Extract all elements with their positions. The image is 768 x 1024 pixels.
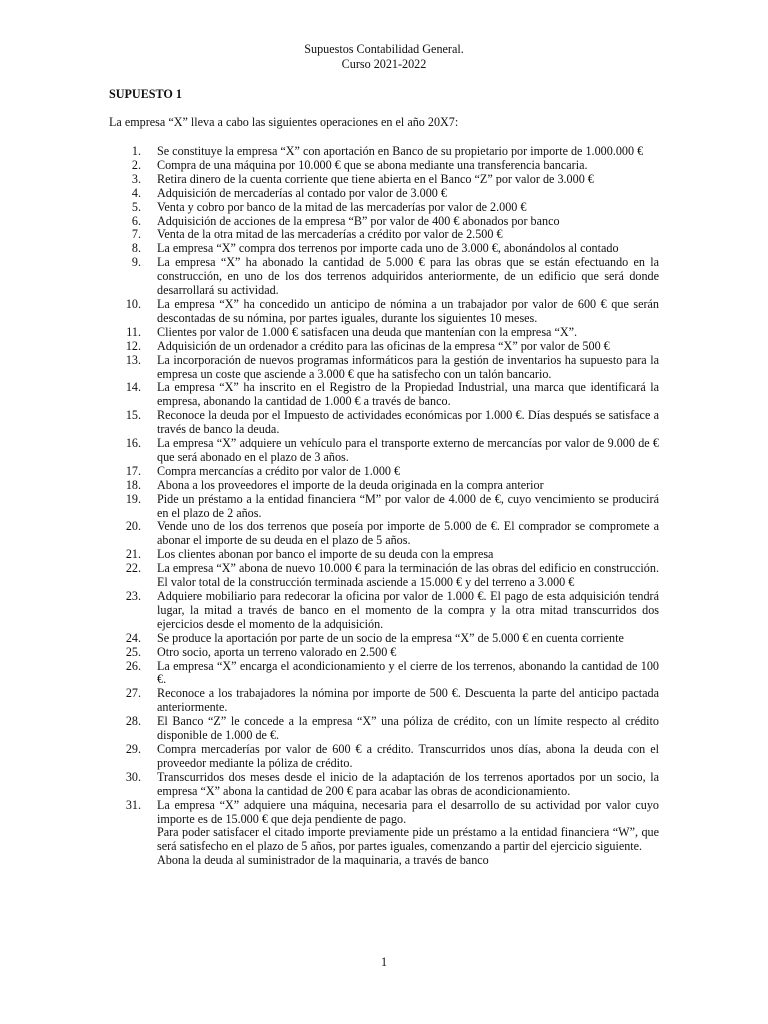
operation-text: La incorporación de nuevos programas informáticos para la gestión de inventarios ha supuesto para la empresa un coste que asciende a 3.000 € que ha satisfecho con un talón bancario.: [157, 352, 659, 381]
operation-item: [131, 213, 659, 229]
operation-number: 10.: [125, 296, 141, 311]
operation-number: 12.: [125, 338, 141, 353]
operation-text: El Banco “Z” le concede a la empresa “X” una póliza de crédito, con un límite respecto al crédito disponible de 1.000 de €.: [157, 714, 659, 743]
operation-continuation-text: Abona la deuda al suministrador de la maquinaria, a través de banco: [157, 853, 489, 868]
operation-number: 9.: [131, 255, 141, 270]
operation-number: 26.: [125, 658, 141, 673]
operation-number: 24.: [125, 630, 141, 645]
operation-item: [131, 255, 659, 298]
operation-item: [125, 408, 659, 437]
operation-text: Se constituye la empresa “X” con aportación en Banco de su propietario por importe de 1.000.000 €: [157, 144, 644, 158]
operation-number: 17.: [125, 463, 141, 478]
operation-number: 21.: [125, 547, 141, 562]
section-title: SUPUESTO 1: [109, 87, 182, 101]
operation-number: 7.: [131, 227, 141, 242]
operation-item: [125, 352, 659, 382]
operation-text: La empresa “X” adquiere un vehículo para el transporte externo de mercancías por valor de 9.000 de € que será abonado en el plazo de 3 años.: [157, 436, 659, 464]
operation-item: [125, 686, 659, 715]
operation-number: 1.: [131, 144, 141, 158]
operation-text: Adquisición de un ordenador a crédito para las oficinas de la empresa “X” por valor de 500 €: [157, 338, 610, 353]
operation-text: Adquisición de acciones de la empresa “B” por valor de 400 € abonados por banco: [157, 213, 560, 228]
operation-item: [125, 769, 659, 799]
operation-number: 4.: [131, 185, 141, 200]
operation-item: [125, 797, 659, 869]
operation-number: 6.: [131, 213, 141, 228]
operation-number: 19.: [125, 491, 141, 506]
operation-item: [131, 171, 659, 187]
operation-item: [125, 741, 659, 771]
operation-text: La empresa “X” ha abonado la cantidad de 5.000 € para las obras que se están efectuando en la construcción, en uno de los dos terrenos adquiridos anteriormente, de un edificio que será donde desarrollará su actividad.: [157, 255, 659, 298]
operation-text: Reconoce a los trabajadores la nómina por importe de 500 €. Descuenta la parte del anticipo pactada anteriormente.: [157, 686, 659, 715]
operation-text: Los clientes abonan por banco el importe de su deuda con la empresa: [157, 547, 494, 562]
operation-number: 18.: [125, 477, 141, 492]
header-course: Curso 2021-2022: [341, 57, 427, 71]
operation-text: La empresa “X” encarga el acondicionamiento y el cierre de los terrenos, abonando la cantidad de 100 €.: [157, 658, 659, 687]
operation-number: 30.: [125, 769, 141, 784]
operation-item: [125, 630, 659, 646]
operation-text: Abona a los proveedores el importe de la deuda originada en la compra anterior: [157, 477, 544, 492]
operation-item: [125, 561, 659, 590]
operation-text: Adquiere mobiliario para redecorar la oficina por valor de 1.000 €. El pago de esta adquisición tendrá lugar, la mitad a través de banco en el momento de la compra y la otra mitad transcurridos dos ejercicios desde el momento de la adquisición.: [157, 589, 659, 631]
operation-text: La empresa “X” ha inscrito en el Registro de la Propiedad Industrial, una marca que identificará la empresa, abonando la cantidad de 1.000 € a través de banco.: [157, 380, 659, 409]
operation-number: 3.: [131, 171, 141, 186]
operation-number: 2.: [131, 157, 141, 172]
operation-item: [131, 144, 659, 159]
operation-text: Compra mercancías a crédito por valor de 1.000 €: [157, 463, 401, 478]
operation-number: 27.: [125, 686, 141, 701]
operation-item: [125, 436, 659, 465]
operation-number: 31.: [125, 797, 141, 812]
operation-text: Se produce la aportación por parte de un socio de la empresa “X” de 5.000 € en cuenta corriente: [157, 630, 624, 645]
operation-item: [125, 296, 659, 326]
operation-text: Transcurridos dos meses desde el inicio de la adaptación de los terrenos aportados por un socio, la empresa “X” abona la cantidad de 200 € para acabar las obras de acondicionamiento.: [157, 769, 659, 798]
header-title: Supuestos Contabilidad General.: [304, 42, 464, 56]
page-number: 1: [380, 955, 388, 969]
operation-text: Vende uno de los dos terrenos que poseía por importe de 5.000 de €. El comprador se compromete a abonar el importe de su deuda en el plazo de 5 años.: [157, 519, 659, 548]
operation-text: Compra de una máquina por 10.000 € que se abona mediante una transferencia bancaria.: [157, 157, 588, 172]
operation-number: 29.: [125, 741, 141, 756]
operation-text: Otro socio, aporta un terreno valorado en 2.500 €: [157, 644, 397, 659]
operation-number: 15.: [125, 408, 141, 423]
operation-item: [131, 157, 659, 173]
operation-text: La empresa “X” ha concedido un anticipo de nómina a un trabajador por valor de 600 € que serán descontadas de su nómina, por partes iguales, durante los siguientes 10 meses.: [157, 296, 659, 325]
operation-item: [125, 589, 659, 632]
operation-number: 16.: [125, 436, 141, 451]
operation-item: [125, 463, 659, 479]
operation-text: Retira dinero de la cuenta corriente que tiene abierta en el Banco “Z” por valor de 3.000 €: [157, 171, 594, 186]
operation-item: [125, 477, 659, 493]
operation-item: [131, 185, 659, 201]
operation-number: 22.: [125, 561, 141, 576]
operation-number: 5.: [131, 199, 141, 214]
operation-text: Clientes por valor de 1.000 € satisfacen una deuda que mantenían con la empresa “X”.: [157, 324, 578, 339]
operation-text: Reconoce la deuda por el Impuesto de actividades económicas por 1.000 €. Días después se satisface a través de banco la deuda.: [157, 408, 659, 437]
operation-item: [131, 199, 659, 215]
operation-text: Venta de la otra mitad de las mercaderías a crédito por valor de 2.500 €: [157, 227, 503, 242]
operation-number: 28.: [125, 714, 141, 729]
operation-item: [125, 714, 659, 743]
operation-item: [125, 380, 659, 409]
operation-item: [131, 227, 659, 242]
operation-text: Venta y cobro por banco de la mitad de las mercaderías por valor de 2.000 €: [157, 199, 527, 214]
operation-item: [125, 519, 659, 548]
operation-number: 20.: [125, 519, 141, 534]
operation-continuation-text: Para poder satisfacer el citado importe previamente pide un préstamo a la entidad financiera “W”, que será satisfecho en el plazo de 5 años, por partes iguales, comenzando a partir del ejercicio siguiente.: [157, 825, 659, 854]
operation-text: La empresa “X” abona de nuevo 10.000 € para la terminación de las obras del edificio en construcción. El valor total de la construcción terminada asciende a 15.000 € y del terreno a 3.000 €: [157, 561, 659, 590]
operation-text: La empresa “X” adquiere una máquina, necesaria para el desarrollo de su actividad por valor cuyo importe es de 15.000 € que deja pendiente de pago.: [157, 797, 659, 826]
operation-text: Adquisición de mercaderías al contado por valor de 3.000 €: [157, 185, 447, 200]
operation-number: 25.: [125, 644, 141, 659]
operation-item: [125, 338, 659, 354]
operation-item: [125, 644, 659, 660]
operation-item: [126, 324, 659, 340]
operation-item: [125, 658, 659, 688]
operations-list: [0, 145, 768, 868]
document-header: [0, 42, 768, 72]
operation-number: 8.: [131, 241, 141, 256]
operation-item: [125, 547, 659, 562]
operation-text: Pide un préstamo a la entidad financiera “M” por valor de 4.000 de €, cuyo vencimiento se producirá en el plazo de 2 años.: [157, 491, 659, 520]
operation-item: [131, 241, 659, 256]
operation-number: 13.: [125, 352, 141, 367]
operation-text: La empresa “X” compra dos terrenos por importe cada uno de 3.000 €, abonándolos al contado: [157, 241, 619, 256]
intro-paragraph: La empresa “X” lleva a cabo las siguientes operaciones en el año 20X7:: [109, 115, 459, 129]
operation-item: [125, 491, 659, 521]
operation-number: 11.: [126, 324, 141, 339]
operation-number: 23.: [125, 589, 141, 603]
operation-text: Compra mercaderías por valor de 600 € a crédito. Transcurridos unos días, abona la deuda con el proveedor mediante la póliza de crédito.: [157, 741, 659, 770]
operation-number: 14.: [125, 380, 141, 395]
